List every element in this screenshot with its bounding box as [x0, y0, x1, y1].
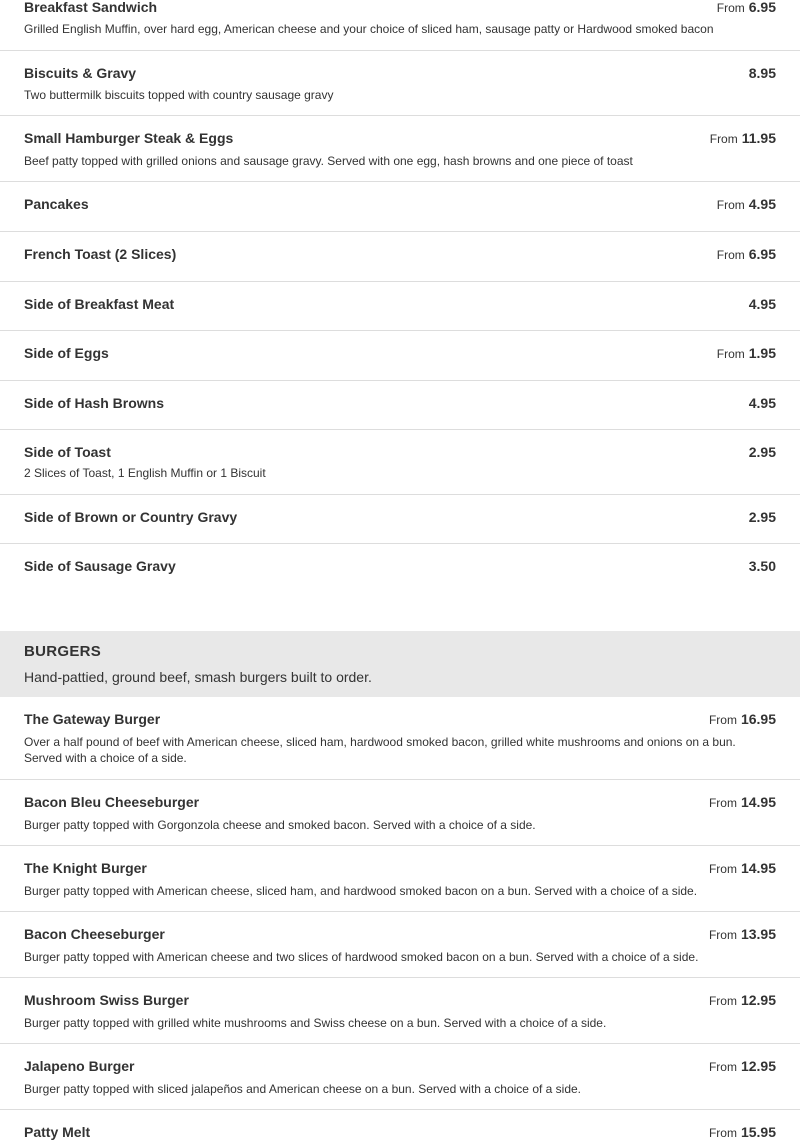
item-price [709, 926, 776, 942]
price-from-label: From [708, 1126, 737, 1140]
price-value: 4.95 [748, 395, 776, 411]
item-name: The Gateway Burger [24, 711, 161, 727]
menu-item-mushroom-swiss-burger[interactable] [0, 978, 800, 1044]
item-description: Two buttermilk biscuits topped with country sausage gravy [24, 88, 334, 102]
burgers-section-header [0, 631, 800, 697]
item-name: The Knight Burger [24, 860, 147, 876]
menu-item-side-toast[interactable] [0, 430, 800, 495]
price-from-label: From [708, 994, 737, 1008]
item-description: 2 Slices of Toast, 1 English Muffin or 1 Biscuit [24, 466, 266, 480]
price-from-label: From [708, 928, 737, 942]
item-price [709, 1124, 776, 1140]
price-value: 3.50 [748, 558, 776, 574]
item-price [709, 1058, 776, 1074]
item-price [749, 296, 776, 312]
price-from-label: From [708, 796, 737, 810]
item-price [749, 558, 776, 574]
item-price [717, 0, 776, 15]
price-value: 4.95 [748, 296, 776, 312]
menu-item-biscuits-gravy[interactable] [0, 51, 800, 116]
item-description: Burger patty topped with grilled white mushrooms and Swiss cheese on a bun. Served with a choice of a side. [24, 1016, 607, 1030]
item-name: Side of Brown or Country Gravy [24, 509, 238, 525]
menu-item-hamburger-steak-eggs[interactable] [0, 116, 800, 182]
price-value: 4.95 [748, 196, 776, 212]
item-name: French Toast (2 Slices) [24, 246, 177, 262]
price-value: 12.95 [740, 1058, 776, 1074]
item-name: Small Hamburger Steak & Eggs [24, 130, 234, 146]
price-value: 14.95 [740, 860, 776, 876]
price-from-label: From [708, 1060, 737, 1074]
item-name: Bacon Bleu Cheeseburger [24, 794, 200, 810]
price-value: 8.95 [748, 65, 776, 81]
item-price [717, 246, 776, 262]
item-price [717, 345, 776, 361]
menu-item-side-breakfast-meat[interactable] [0, 282, 800, 331]
item-price [749, 509, 776, 525]
price-value: 2.95 [748, 444, 776, 460]
section-subtitle: Hand-pattied, ground beef, smash burgers built to order. [24, 669, 372, 685]
item-name: Patty Melt [24, 1124, 91, 1140]
price-value: 13.95 [740, 926, 776, 942]
item-price [749, 444, 776, 460]
item-name: Side of Toast [24, 444, 111, 460]
menu-item-side-gravy[interactable] [0, 495, 800, 544]
item-description: Grilled English Muffin, over hard egg, American cheese and your choice of sliced ham, sausage patty or Hardwood smoked bacon [24, 22, 714, 36]
price-value: 2.95 [748, 509, 776, 525]
item-description: Burger patty topped with sliced jalapeños and American cheese on a bun. Served with a choice of a side. [24, 1082, 582, 1096]
item-description: Over a half pound of beef with American cheese, sliced ham, hardwood smoked bacon, grilled white mushrooms and onions on a bun. Served with a choice of a side. [24, 735, 736, 765]
menu-item-bacon-cheeseburger[interactable] [0, 912, 800, 978]
price-from-label: From [716, 1, 745, 15]
item-name: Side of Breakfast Meat [24, 296, 175, 312]
price-from-label: From [716, 248, 745, 262]
item-name: Side of Eggs [24, 345, 109, 361]
item-description: Burger patty topped with American cheese and two slices of hardwood smoked bacon on a bun. Served with a choice of a side. [24, 950, 699, 964]
price-value: 14.95 [740, 794, 776, 810]
item-price [709, 711, 776, 727]
price-from-label: From [708, 713, 737, 727]
price-value: 16.95 [740, 711, 776, 727]
item-description: Burger patty topped with American cheese, sliced ham, and hardwood smoked bacon on a bun. Served with a choice of a side. [24, 884, 698, 898]
item-name: Breakfast Sandwich [24, 0, 158, 15]
item-description: Burger patty topped with Gorgonzola cheese and smoked bacon. Served with a choice of a side. [24, 818, 536, 832]
item-price [709, 992, 776, 1008]
price-value: 6.95 [748, 246, 776, 262]
price-value: 11.95 [741, 130, 776, 146]
item-name: Bacon Cheeseburger [24, 926, 165, 942]
menu-item-side-eggs[interactable] [0, 331, 800, 381]
item-price [717, 196, 776, 212]
item-description: Beef patty topped with grilled onions and sausage gravy. Served with one egg, hash browns and one piece of toast [24, 154, 633, 168]
menu-item-knight-burger[interactable] [0, 846, 800, 912]
menu-item-gateway-burger[interactable] [0, 697, 800, 780]
price-value: 6.95 [748, 0, 776, 15]
price-from-label: From [708, 862, 737, 876]
item-name: Side of Sausage Gravy [24, 558, 176, 574]
price-value: 15.95 [740, 1124, 776, 1140]
price-value: 12.95 [740, 992, 776, 1008]
item-name: Jalapeno Burger [24, 1058, 135, 1074]
item-name: Pancakes [24, 196, 89, 212]
price-value: 1.95 [748, 345, 776, 361]
menu-item-pancakes[interactable] [0, 182, 800, 232]
price-from-label: From [716, 198, 745, 212]
price-from-label: From [709, 132, 738, 146]
menu-item-jalapeno-burger[interactable] [0, 1044, 800, 1110]
item-price [710, 130, 776, 146]
menu-item-side-sausage-gravy[interactable] [0, 544, 800, 631]
section-title: BURGERS [24, 643, 102, 660]
menu-item-patty-melt[interactable] [0, 1110, 800, 1144]
item-price [749, 395, 776, 411]
item-name: Side of Hash Browns [24, 395, 165, 411]
price-from-label: From [716, 347, 745, 361]
menu-item-bacon-bleu-cheeseburger[interactable] [0, 780, 800, 846]
menu-item-breakfast-sandwich[interactable] [0, 0, 800, 51]
menu-item-french-toast[interactable] [0, 232, 800, 282]
burgers-menu-list [0, 697, 800, 1144]
item-price [709, 860, 776, 876]
item-name: Mushroom Swiss Burger [24, 992, 189, 1008]
item-price [709, 794, 776, 810]
menu-item-side-hash-browns[interactable] [0, 381, 800, 430]
item-name: Biscuits & Gravy [24, 65, 137, 81]
item-price [749, 65, 776, 81]
